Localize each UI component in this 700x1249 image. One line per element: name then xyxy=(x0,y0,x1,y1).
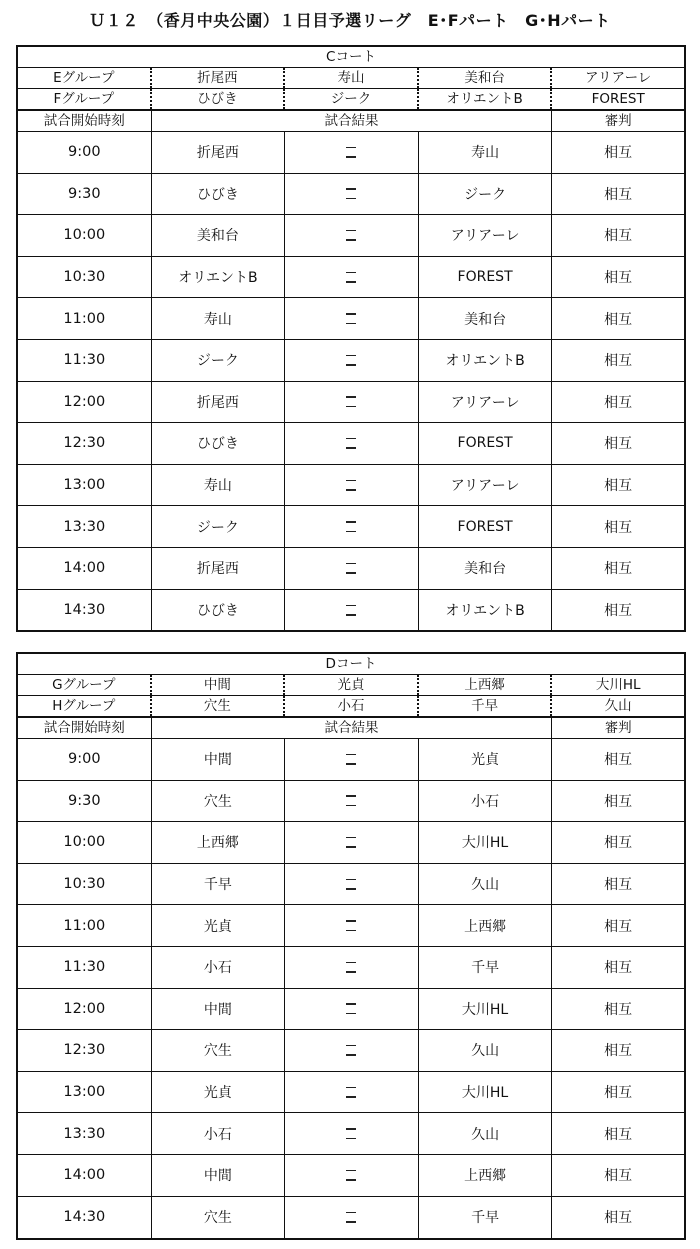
match-time: 13:00 xyxy=(18,465,152,506)
dash-icon xyxy=(346,355,356,357)
score-cell[interactable] xyxy=(285,215,419,256)
group-label: Gグループ xyxy=(18,675,152,695)
referee: 相互 xyxy=(604,1126,633,1143)
dash-icon xyxy=(346,837,356,839)
score-cell[interactable] xyxy=(285,506,419,547)
match-row xyxy=(18,257,684,299)
dash-icon xyxy=(346,147,356,149)
court-name-row xyxy=(18,654,684,675)
match-time: 14:00 xyxy=(18,548,152,589)
score-cell[interactable] xyxy=(285,1113,419,1154)
dash-icon xyxy=(346,156,356,158)
score-cell[interactable] xyxy=(285,257,419,298)
home-team: 美和台 xyxy=(152,215,286,256)
referee: 相互 xyxy=(604,1210,633,1227)
away-team: 大川HL xyxy=(419,1072,553,1113)
referee: 相互 xyxy=(604,519,633,536)
home-team: 穴生 xyxy=(152,1030,286,1071)
referee: 相互 xyxy=(604,228,633,245)
court-name: Dコート xyxy=(325,656,377,672)
dash-icon xyxy=(346,1179,356,1181)
dash-icon xyxy=(346,406,356,408)
court-name-row xyxy=(18,47,684,68)
home-team: 中間 xyxy=(152,739,286,780)
dash-icon xyxy=(346,1096,356,1098)
home-team: ひびき xyxy=(152,174,286,215)
score-cell[interactable] xyxy=(285,1072,419,1113)
away-team: 小石 xyxy=(419,781,553,822)
home-team: 光貞 xyxy=(152,1072,286,1113)
away-team: 千早 xyxy=(419,947,553,988)
home-team: 中間 xyxy=(152,1155,286,1196)
match-row xyxy=(18,465,684,507)
group-team: FOREST xyxy=(591,91,645,107)
referee: 相互 xyxy=(604,752,633,769)
dash-icon xyxy=(346,281,356,283)
match-time: 11:00 xyxy=(18,905,152,946)
match-row xyxy=(18,215,684,257)
dash-icon xyxy=(346,1087,356,1089)
home-team: ひびき xyxy=(152,590,286,632)
match-time: 11:30 xyxy=(18,340,152,381)
match-row xyxy=(18,340,684,382)
match-row xyxy=(18,905,684,947)
away-team: 久山 xyxy=(419,1030,553,1071)
group-team: アリアーレ xyxy=(585,70,652,86)
home-team: 穴生 xyxy=(152,781,286,822)
referee: 相互 xyxy=(604,145,633,162)
group-team: オリエントB xyxy=(419,89,553,109)
away-team: アリアーレ xyxy=(419,382,553,423)
result-header: 試合結果 xyxy=(152,111,553,131)
match-time: 9:00 xyxy=(18,132,152,173)
match-row xyxy=(18,298,684,340)
dash-icon xyxy=(346,879,356,881)
match-list xyxy=(18,739,684,1238)
away-team: 上西郷 xyxy=(419,1155,553,1196)
dash-icon xyxy=(346,888,356,890)
away-team: 千早 xyxy=(419,1197,553,1239)
dash-icon xyxy=(346,962,356,964)
group-row xyxy=(18,675,684,696)
away-team: オリエントB xyxy=(419,590,553,632)
match-time: 14:00 xyxy=(18,1155,152,1196)
score-cell[interactable] xyxy=(285,947,419,988)
dash-icon xyxy=(346,438,356,440)
group-team: 寿山 xyxy=(285,68,419,88)
group-row xyxy=(18,89,684,111)
match-row xyxy=(18,1155,684,1197)
referee: 相互 xyxy=(604,918,633,935)
referee-header: 審判 xyxy=(604,720,632,736)
match-time: 13:30 xyxy=(18,1113,152,1154)
dash-icon xyxy=(346,396,356,398)
dash-icon xyxy=(346,1003,356,1005)
column-header-row xyxy=(18,111,684,132)
score-cell[interactable] xyxy=(285,1155,419,1196)
referee: 相互 xyxy=(604,186,633,203)
match-row xyxy=(18,822,684,864)
away-team: 久山 xyxy=(419,1113,553,1154)
away-team: FOREST xyxy=(419,506,553,547)
match-time: 9:30 xyxy=(18,174,152,215)
dash-icon xyxy=(346,1054,356,1056)
home-team: 折尾西 xyxy=(152,382,286,423)
match-time: 14:30 xyxy=(18,590,152,632)
court-c-table xyxy=(16,45,686,632)
dash-icon xyxy=(346,1170,356,1172)
score-cell[interactable] xyxy=(285,1030,419,1071)
match-time: 11:00 xyxy=(18,298,152,339)
home-team: 上西郷 xyxy=(152,822,286,863)
home-team: オリエントB xyxy=(152,257,286,298)
score-cell[interactable] xyxy=(285,739,419,780)
match-row xyxy=(18,132,684,174)
match-time: 10:30 xyxy=(18,257,152,298)
referee: 相互 xyxy=(604,270,633,287)
home-team: 折尾西 xyxy=(152,548,286,589)
away-team: 大川HL xyxy=(419,989,553,1030)
match-row xyxy=(18,864,684,906)
match-time: 12:00 xyxy=(18,382,152,423)
home-team: ひびき xyxy=(152,423,286,464)
dash-icon xyxy=(346,272,356,274)
page-title: Ｕ１２ （香月中央公園）１日目予選リーグ E･Fパート G･Hパート xyxy=(89,11,611,30)
group-team: 久山 xyxy=(604,698,632,714)
referee: 相互 xyxy=(604,835,633,852)
group-label: Fグループ xyxy=(18,89,152,109)
time-header: 試合開始時刻 xyxy=(18,718,152,738)
match-time: 9:00 xyxy=(18,739,152,780)
score-cell[interactable] xyxy=(285,1197,419,1239)
match-row xyxy=(18,382,684,424)
score-cell[interactable] xyxy=(285,298,419,339)
match-time: 11:30 xyxy=(18,947,152,988)
dash-icon xyxy=(346,1128,356,1130)
referee: 相互 xyxy=(604,1168,633,1185)
score-cell[interactable] xyxy=(285,590,419,632)
away-team: アリアーレ xyxy=(419,215,553,256)
dash-icon xyxy=(346,614,356,616)
home-team: 光貞 xyxy=(152,905,286,946)
dash-icon xyxy=(346,447,356,449)
match-row xyxy=(18,423,684,465)
dash-icon xyxy=(346,188,356,190)
dash-icon xyxy=(346,920,356,922)
match-row xyxy=(18,1030,684,1072)
referee: 相互 xyxy=(604,877,633,894)
score-cell[interactable] xyxy=(285,548,419,589)
dash-icon xyxy=(346,1013,356,1015)
referee: 相互 xyxy=(604,311,633,328)
home-team: 折尾西 xyxy=(152,132,286,173)
dash-icon xyxy=(346,763,356,765)
dash-icon xyxy=(346,572,356,574)
away-team: オリエントB xyxy=(419,340,553,381)
away-team: FOREST xyxy=(419,257,553,298)
away-team: 寿山 xyxy=(419,132,553,173)
dash-icon xyxy=(346,1045,356,1047)
group-team: ジーク xyxy=(285,89,419,109)
group-team: 光貞 xyxy=(285,675,419,695)
dash-icon xyxy=(346,239,356,241)
referee: 相互 xyxy=(604,960,633,977)
match-row xyxy=(18,590,684,632)
referee: 相互 xyxy=(604,1085,633,1102)
group-row xyxy=(18,68,684,89)
referee: 相互 xyxy=(604,436,633,453)
match-time: 9:30 xyxy=(18,781,152,822)
score-cell[interactable] xyxy=(285,465,419,506)
score-cell[interactable] xyxy=(285,864,419,905)
home-team: 小石 xyxy=(152,1113,286,1154)
home-team: 中間 xyxy=(152,989,286,1030)
referee: 相互 xyxy=(604,394,633,411)
court-name: Cコート xyxy=(326,49,376,65)
match-time: 10:00 xyxy=(18,215,152,256)
away-team: FOREST xyxy=(419,423,553,464)
court-d-table xyxy=(16,652,686,1240)
dash-icon xyxy=(346,521,356,523)
match-row xyxy=(18,781,684,823)
match-row xyxy=(18,174,684,216)
dash-icon xyxy=(346,795,356,797)
group-team: 中間 xyxy=(152,675,286,695)
match-time: 12:00 xyxy=(18,989,152,1030)
score-cell[interactable] xyxy=(285,989,419,1030)
match-row xyxy=(18,506,684,548)
group-label: Eグループ xyxy=(18,68,152,88)
away-team: 大川HL xyxy=(419,822,553,863)
group-team: 折尾西 xyxy=(152,68,286,88)
away-team: 美和台 xyxy=(419,548,553,589)
match-time: 13:00 xyxy=(18,1072,152,1113)
score-cell[interactable] xyxy=(285,822,419,863)
referee: 相互 xyxy=(604,603,633,620)
match-time: 12:30 xyxy=(18,1030,152,1071)
score-cell[interactable] xyxy=(285,781,419,822)
dash-icon xyxy=(346,230,356,232)
dash-icon xyxy=(346,846,356,848)
match-list xyxy=(18,132,684,631)
dash-icon xyxy=(346,364,356,366)
dash-icon xyxy=(346,1212,356,1214)
match-time: 10:00 xyxy=(18,822,152,863)
match-time: 13:30 xyxy=(18,506,152,547)
referee: 相互 xyxy=(604,793,633,810)
dash-icon xyxy=(346,531,356,533)
referee: 相互 xyxy=(604,478,633,495)
dash-icon xyxy=(346,480,356,482)
referee: 相互 xyxy=(604,561,633,578)
dash-icon xyxy=(346,563,356,565)
home-team: 小石 xyxy=(152,947,286,988)
match-row xyxy=(18,989,684,1031)
match-row xyxy=(18,947,684,989)
home-team: 穴生 xyxy=(152,1197,286,1239)
score-cell[interactable] xyxy=(285,423,419,464)
referee: 相互 xyxy=(604,1043,633,1060)
home-team: 寿山 xyxy=(152,298,286,339)
referee: 相互 xyxy=(604,1001,633,1018)
group-team: 千早 xyxy=(419,696,553,716)
group-row xyxy=(18,696,684,718)
score-cell[interactable] xyxy=(285,340,419,381)
score-cell[interactable] xyxy=(285,905,419,946)
column-header-row xyxy=(18,718,684,739)
match-row xyxy=(18,1113,684,1155)
home-team: ジーク xyxy=(152,340,286,381)
group-team: 大川HL xyxy=(595,677,641,693)
score-cell[interactable] xyxy=(285,174,419,215)
away-team: ジーク xyxy=(419,174,553,215)
away-team: 光貞 xyxy=(419,739,553,780)
away-team: 上西郷 xyxy=(419,905,553,946)
match-time: 14:30 xyxy=(18,1197,152,1239)
away-team: アリアーレ xyxy=(419,465,553,506)
group-team: 美和台 xyxy=(419,68,553,88)
match-row xyxy=(18,1197,684,1239)
dash-icon xyxy=(346,754,356,756)
away-team: 美和台 xyxy=(419,298,553,339)
match-time: 12:30 xyxy=(18,423,152,464)
dash-icon xyxy=(346,805,356,807)
group-team: ひびき xyxy=(152,89,286,109)
home-team: ジーク xyxy=(152,506,286,547)
referee-header: 審判 xyxy=(604,113,632,129)
dash-icon xyxy=(346,198,356,200)
group-team: 穴生 xyxy=(152,696,286,716)
match-row xyxy=(18,548,684,590)
group-label: Hグループ xyxy=(18,696,152,716)
dash-icon xyxy=(346,1221,356,1223)
dash-icon xyxy=(346,313,356,315)
score-cell[interactable] xyxy=(285,382,419,423)
time-header: 試合開始時刻 xyxy=(18,111,152,131)
home-team: 寿山 xyxy=(152,465,286,506)
dash-icon xyxy=(346,605,356,607)
match-row xyxy=(18,1072,684,1114)
score-cell[interactable] xyxy=(285,132,419,173)
away-team: 久山 xyxy=(419,864,553,905)
dash-icon xyxy=(346,1138,356,1140)
dash-icon xyxy=(346,971,356,973)
match-time: 10:30 xyxy=(18,864,152,905)
home-team: 千早 xyxy=(152,864,286,905)
group-team: 上西郷 xyxy=(419,675,553,695)
dash-icon xyxy=(346,489,356,491)
result-header: 試合結果 xyxy=(152,718,553,738)
referee: 相互 xyxy=(604,353,633,370)
match-row xyxy=(18,739,684,781)
dash-icon xyxy=(346,930,356,932)
group-team: 小石 xyxy=(285,696,419,716)
dash-icon xyxy=(346,323,356,325)
